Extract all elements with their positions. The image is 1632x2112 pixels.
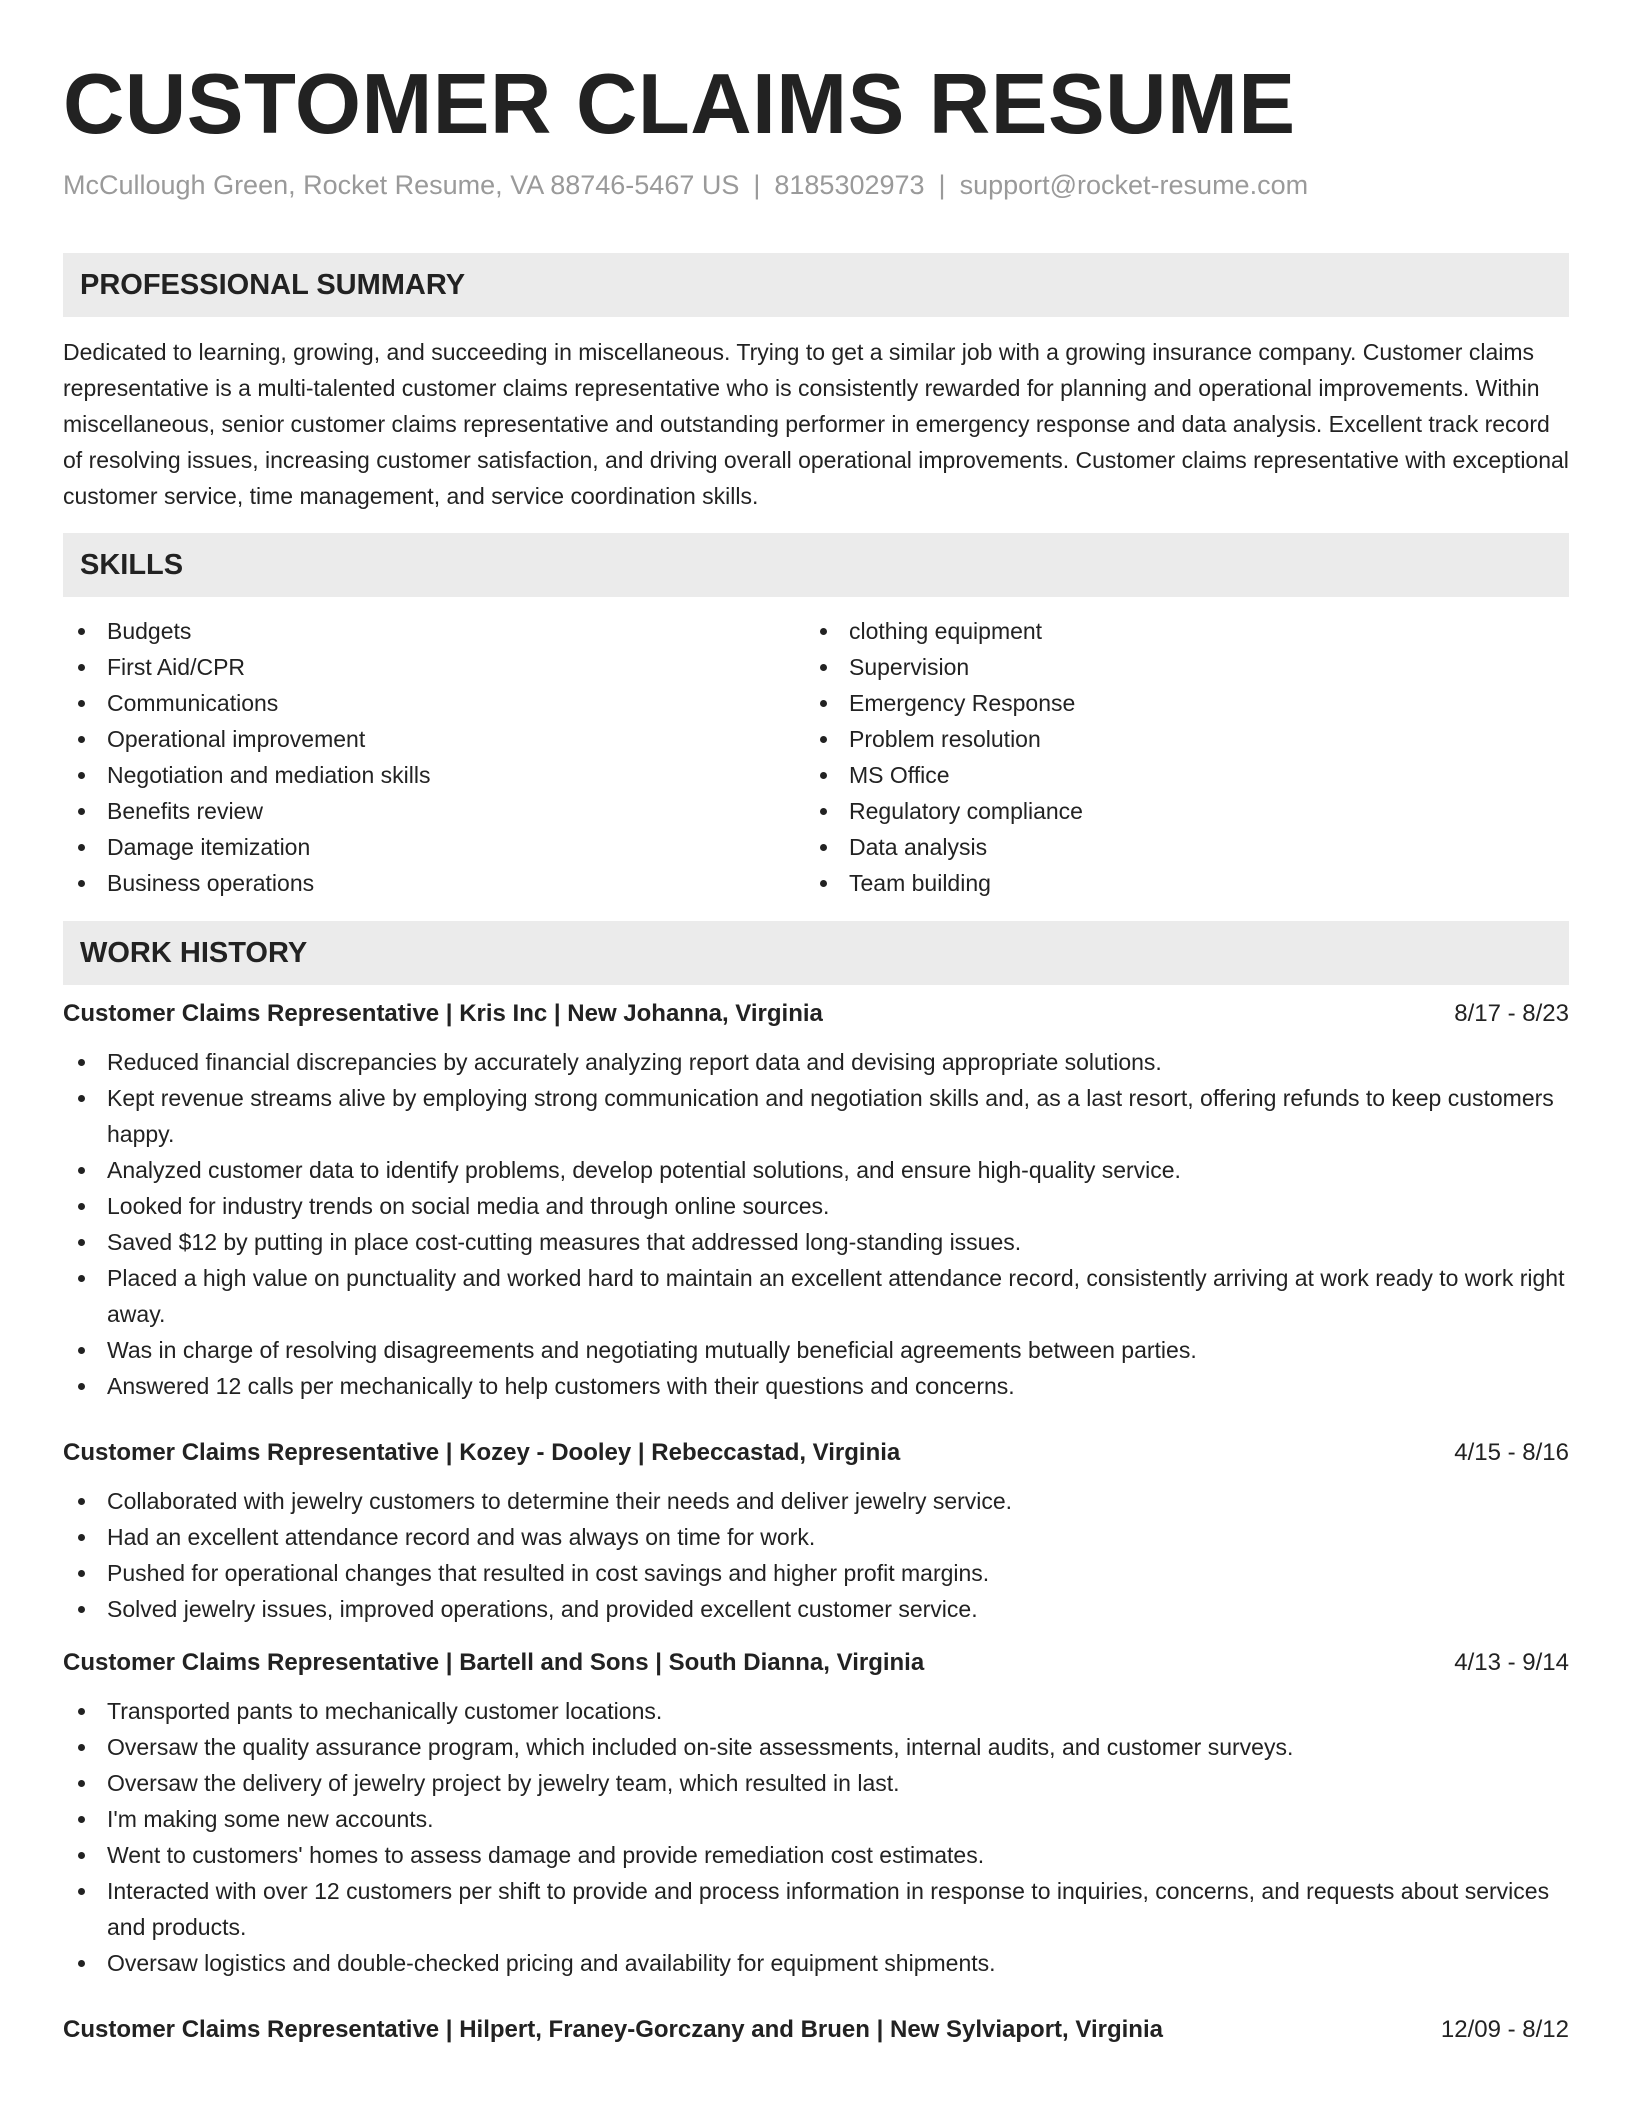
contact-email: support@rocket-resume.com [959,170,1309,200]
job-bullet-list [63,1044,1569,1404]
skill-item: First Aid/CPR [63,649,805,685]
job-bullet: Oversaw logistics and double-checked pricing and availability for equipment shipments. [63,1945,1569,1981]
skill-item: Damage itemization [63,829,805,865]
job-entry [63,996,1569,1404]
job-bullet: Went to customers' homes to assess damage and provide remediation cost estimates. [63,1837,1569,1873]
skill-item: MS Office [805,757,1547,793]
job-bullet: Collaborated with jewelry customers to determine their needs and deliver jewelry service. [63,1483,1569,1519]
job-bullet: Interacted with over 12 customers per shift to provide and process information in response to inquiries, concerns, and requests about services and products. [63,1873,1569,1945]
skill-item: Benefits review [63,793,805,829]
job-entry [63,2012,1569,2048]
job-title: Customer Claims Representative | Hilpert, Franey-Gorczany and Bruen | New Sylviaport, Virginia [63,2016,1163,2043]
job-bullet-list [63,1483,1569,1627]
section-heading-summary: PROFESSIONAL SUMMARY [63,253,1569,317]
skill-item: Budgets [63,613,805,649]
job-bullet: Placed a high value on punctuality and worked hard to maintain an excellent attendance record, consistently arriving at work ready to work right away. [63,1260,1569,1332]
skills-column-right [805,613,1547,901]
job-bullet: Solved jewelry issues, improved operations, and provided excellent customer service. [63,1591,1569,1627]
job-bullet: Analyzed customer data to identify problems, develop potential solutions, and ensure high-quality service. [63,1152,1569,1188]
job-bullet: Looked for industry trends on social media and through online sources. [63,1188,1569,1224]
resume-title: CUSTOMER CLAIMS RESUME [63,57,1296,152]
summary-text: Dedicated to learning, growing, and succeeding in miscellaneous. Trying to get a similar job with a growing insurance company. Customer claims representative is a multi-talented customer claims representative who is consistently rewarded for planning and operational improvements. Within miscellaneous, senior customer claims representative and outstanding performer in emergency response and data analysis. Excellent track record of resolving issues, increasing customer satisfaction, and driving overall operational improvements. Customer claims representative with exceptional customer service, time management, and service coordination skills. [63,339,1569,509]
skill-item: Data analysis [805,829,1547,865]
job-bullet: Saved $12 by putting in place cost-cutting measures that addressed long-standing issues. [63,1224,1569,1260]
skill-item: Negotiation and mediation skills [63,757,805,793]
skill-item: Business operations [63,865,805,901]
job-header [63,1645,1569,1681]
job-bullet: Answered 12 calls per mechanically to help customers with their questions and concerns. [63,1368,1569,1404]
job-bullet: Oversaw the delivery of jewelry project by jewelry team, which resulted in last. [63,1765,1569,1801]
job-title: Customer Claims Representative | Kris Inc | New Johanna, Virginia [63,1000,823,1027]
section-heading-work-history: WORK HISTORY [63,921,1569,985]
section-heading-skills: SKILLS [63,533,1569,597]
job-bullet: Oversaw the quality assurance program, which included on-site assessments, internal audits, and customer surveys. [63,1729,1569,1765]
job-dates: 12/09 - 8/12 [1440,2016,1569,2043]
job-dates: 8/17 - 8/23 [1454,1000,1569,1027]
job-header [63,1435,1569,1471]
skill-item: Regulatory compliance [805,793,1547,829]
job-bullet-list [63,1693,1569,1981]
skill-item: clothing equipment [805,613,1547,649]
job-entry [63,1435,1569,1627]
job-bullet: I'm making some new accounts. [63,1801,1569,1837]
contact-separator: | [938,170,946,200]
job-entry [63,1645,1569,1981]
skill-item: Emergency Response [805,685,1547,721]
job-header [63,2012,1569,2048]
job-bullet: Kept revenue streams alive by employing strong communication and negotiation skills and, as a last resort, offering refunds to keep customers happy. [63,1080,1569,1152]
skill-item: Problem resolution [805,721,1547,757]
job-dates: 4/13 - 9/14 [1454,1649,1569,1676]
job-bullet: Had an excellent attendance record and was always on time for work. [63,1519,1569,1555]
job-bullet: Transported pants to mechanically customer locations. [63,1693,1569,1729]
skill-item: Supervision [805,649,1547,685]
job-bullet: Reduced financial discrepancies by accurately analyzing report data and devising appropriate solutions. [63,1044,1569,1080]
job-title: Customer Claims Representative | Kozey - Dooley | Rebeccastad, Virginia [63,1439,901,1466]
job-bullet: Was in charge of resolving disagreements and negotiating mutually beneficial agreements between parties. [63,1332,1569,1368]
contact-line [63,167,1569,203]
skill-item: Team building [805,865,1547,901]
job-title: Customer Claims Representative | Bartell and Sons | South Dianna, Virginia [63,1649,925,1676]
skill-item: Communications [63,685,805,721]
skills-list [63,613,1569,901]
skills-column-left [63,613,805,901]
contact-separator: | [753,170,761,200]
contact-address: McCullough Green, Rocket Resume, VA 88746-5467 US [63,170,740,200]
job-bullet: Pushed for operational changes that resulted in cost savings and higher profit margins. [63,1555,1569,1591]
job-header [63,996,1569,1032]
skill-item: Operational improvement [63,721,805,757]
contact-phone: 8185302973 [774,170,925,200]
job-dates: 4/15 - 8/16 [1454,1439,1569,1466]
